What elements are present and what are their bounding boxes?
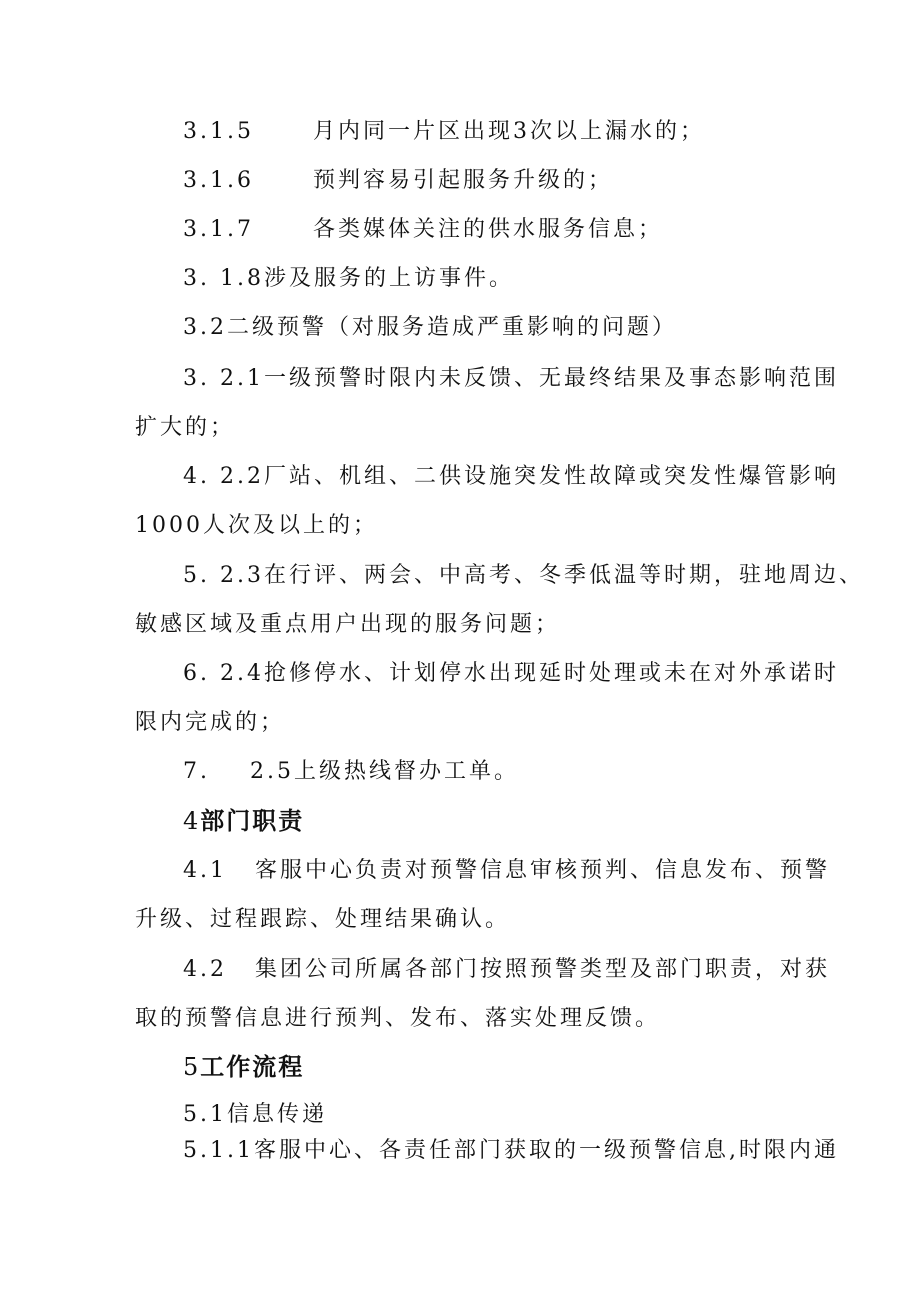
item-3-1-5 [183,117,705,147]
para-text: 客服中心负责对预警信息审核预判、信息发布、预警 [255,858,831,883]
para-4-1-line1 [183,856,830,886]
item-4-2-2-line2: 1000人次及以上的； [135,513,378,538]
para-number: 4.1 [183,858,227,883]
section-5-heading [183,1052,304,1082]
item-3-2-1-line1: 3. 2.1一级预警时限内未反馈、无最终结果及事态影响范围 [183,366,839,391]
item-6-2-4-line2: 限内完成的； [135,710,286,735]
item-5-2-3-line2: 敏感区域及重点用户出现的服务问题； [135,612,561,637]
heading-number: 5 [183,1053,201,1081]
item-number: 3.1.6 [183,168,254,193]
item-number: 3.1.5 [183,119,254,144]
item-text: 2.5上级热线督办工单。 [250,759,519,784]
item-3-1-6 [183,166,613,196]
para-text: 集团公司所属各部门按照预警类型及部门职责，对获 [255,957,831,982]
item-6-2-4-line1: 6. 2.4抢修停水、计划停水出现延时处理或未在对外承诺时 [183,661,839,686]
para-5-1-1-line1: 5.1.1客服中心、各责任部门获取的一级预警信息,时限内通 [183,1138,839,1163]
item-3-2-1-line2: 扩大的； [135,415,236,440]
item-text: 各类媒体关注的供水服务信息； [313,217,664,242]
item-text: 预判容易引起服务升级的； [313,168,614,193]
para-4-2-line1 [183,955,830,985]
para-4-1-line2: 升级、过程跟踪、处理结果确认。 [135,907,511,932]
para-number: 4.2 [183,957,227,982]
item-number: 7. [183,759,210,784]
section-3-2-title: 3.2二级预警（对服务造成严重影响的问题） [183,315,677,340]
item-5-2-3-line1: 5. 2.3在行评、两会、中高考、冬季低温等时期，驻地周边、 [183,563,864,588]
heading-text: 工作流程 [200,1053,305,1081]
heading-number: 4 [183,807,201,835]
heading-text: 部门职责 [200,807,305,835]
item-number: 3.1.7 [183,217,254,242]
section-5-1-title: 5.1信息传递 [183,1102,327,1127]
item-4-2-2-line1: 4. 2.2厂站、机组、二供设施突发性故障或突发性爆管影响 [183,464,839,489]
section-4-heading [183,806,304,836]
item-3-1-8: 3. 1.8涉及服务的上访事件。 [183,266,514,291]
item-7-2-5 [183,757,519,787]
item-text: 月内同一片区出现3次以上漏水的； [313,119,705,144]
para-4-2-line2: 取的预警信息进行预判、发布、落实处理反馈。 [135,1006,661,1031]
item-3-1-7 [183,215,663,245]
